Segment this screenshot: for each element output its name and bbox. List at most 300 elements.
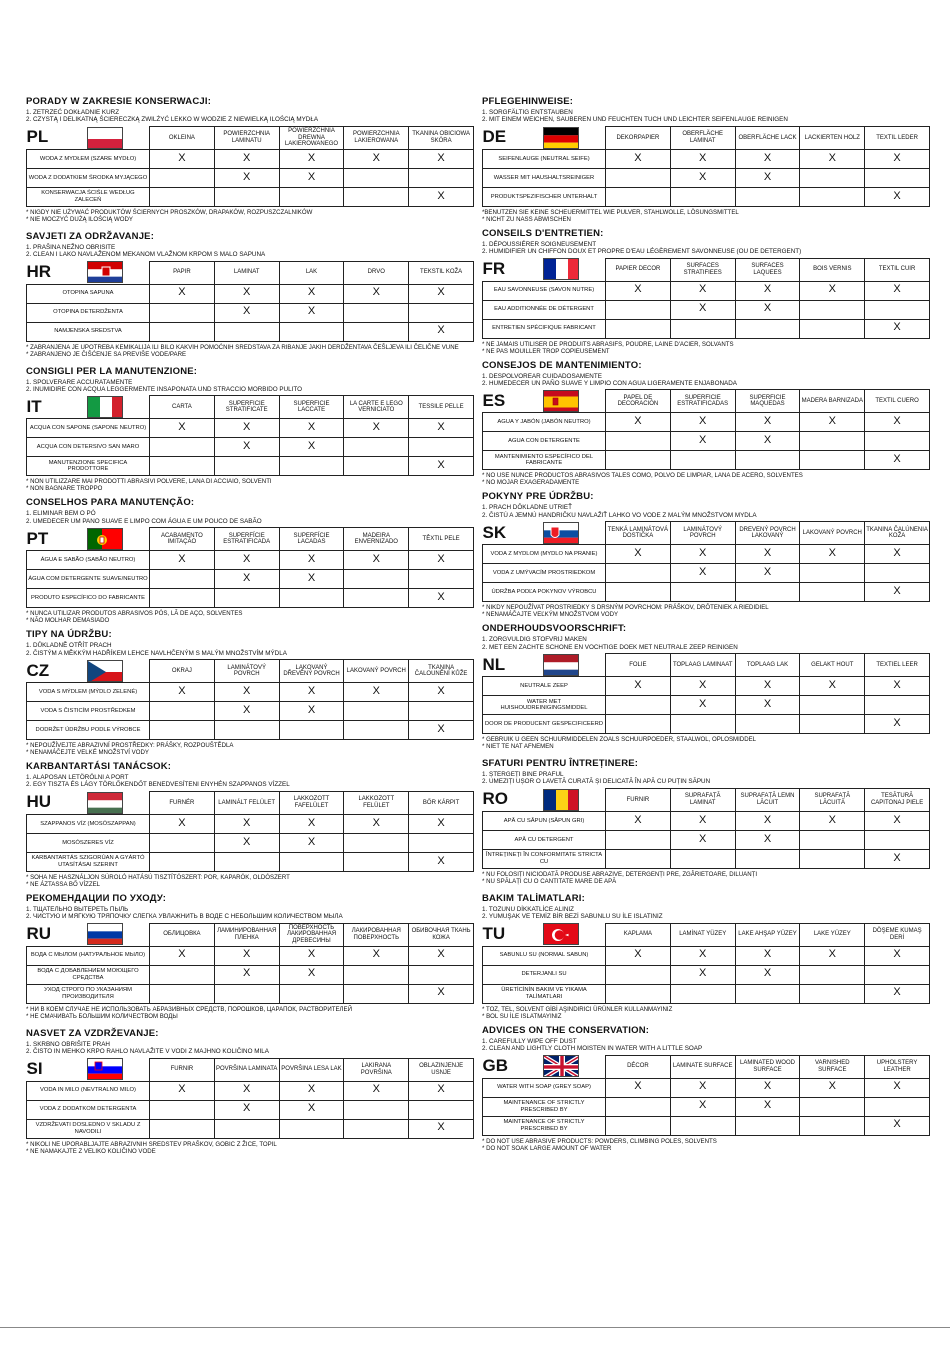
check-mark: X [243, 1102, 251, 1115]
mark-cell [279, 149, 344, 168]
table-header-row [483, 258, 930, 281]
column-header: TKANINA OBICIOWA SKÓRA [409, 126, 474, 149]
check-mark: X [634, 948, 642, 961]
mark-cell [344, 833, 409, 852]
check-mark: X [437, 553, 445, 565]
column-header: DRVO [344, 261, 409, 284]
mark-cell [800, 965, 865, 984]
instruction-line: 2. CLEAN I LAKO NAVLAŽENOM MEKANOM VLAŽNOM KRPOM S MALO SAPUNA [26, 251, 266, 259]
instructions [26, 379, 474, 394]
mark-cell [409, 438, 474, 457]
column-header: SUPRAFAȚĂ LĂCUITĂ [800, 788, 865, 811]
mark-cell [670, 1097, 735, 1116]
column-header: CARTA [150, 396, 215, 419]
mark-cell [735, 432, 800, 451]
table-row [27, 833, 474, 852]
check-mark: X [307, 948, 316, 961]
mark-cell [409, 852, 474, 871]
table-header-row [27, 660, 474, 683]
mark-cell [150, 168, 215, 187]
check-mark: X [307, 816, 316, 829]
mark-cell [865, 1078, 930, 1097]
mark-cell [344, 814, 409, 833]
note-line: * GEBRUIK U GEEN SCHUURMIDDELEN ZOALS SCHUURPOEDER, STAALWOL, OPLOSMIDDEL [482, 736, 757, 744]
table-row [27, 721, 474, 740]
country-code: FR [482, 259, 506, 279]
table-row [27, 322, 474, 341]
row-label: ВОДА С МЫЛОМ (НАТУРАЛЬНОЕ МЫЛО) [27, 946, 150, 965]
care-table [482, 521, 930, 602]
mark-cell [150, 852, 215, 871]
column-header: POVRŠINA LAMINATA [214, 1058, 279, 1081]
column-header: FURNÉR [150, 791, 215, 814]
care-section-sk [482, 491, 930, 618]
warning-notes [482, 1138, 930, 1152]
care-table [26, 659, 474, 740]
ru-flag-icon [87, 923, 123, 945]
mark-cell [865, 696, 930, 715]
column-header: LAKE AHŞAP YÜZEY [735, 923, 800, 946]
mark-cell [214, 438, 279, 457]
column-header: MADERA BARNIZADA [800, 390, 865, 413]
mark-cell [150, 457, 215, 476]
column-header: TEXTIL CUIR [865, 258, 930, 281]
country-code: DE [482, 127, 507, 147]
table-row [27, 457, 474, 476]
mark-cell [279, 551, 344, 570]
column-header: LAKOVANÝ POVRCH [800, 522, 865, 545]
country-code: HU [26, 792, 52, 812]
check-mark: X [243, 305, 251, 318]
mark-cell [800, 715, 865, 734]
country-cell [27, 923, 150, 946]
note-line: * NEPOUŽÍVEJTE ABRAZIVNÍ PROSTŘEDKY: PRÁŠKY, ROZPOUŠTĚDLA [26, 742, 234, 750]
care-section-gb [482, 1025, 930, 1152]
note-line: * NENAMÁČEJTE VELKÉ MNOŽSTVÍ VODY [26, 749, 149, 757]
mark-cell [150, 419, 215, 438]
note-line: *BENUTZEN SIE KEINE SCHEUERMITTEL WIE PULVER, STAHLWOLLE, LÖSUNGSMITTEL [482, 208, 739, 216]
column-header: LAKKOZOTT FAFELÜLET [279, 791, 344, 814]
mark-cell [279, 1081, 344, 1100]
note-line: * ZABRANJENO JE ČIŠĆENJE SA PREVIŠE VODE/PARE [26, 350, 187, 358]
mark-cell [606, 696, 671, 715]
mark-cell [214, 984, 279, 1003]
row-label: KARBANTARTÁS SZIGORÚAN A GYÁRTÓ UTASÍTÁSAI SZERINT [27, 852, 150, 871]
check-mark: X [437, 948, 445, 961]
check-mark: X [243, 151, 251, 164]
mark-cell [606, 849, 671, 868]
column-header: SUPERFÍCIE LACADAS [279, 528, 344, 551]
table-row [483, 413, 930, 432]
country-code: RO [482, 789, 508, 809]
check-mark: X [307, 151, 316, 164]
warning-notes [482, 209, 930, 223]
column-header: LAKKOZOTT FELÜLET [344, 791, 409, 814]
mark-cell [344, 303, 409, 322]
column-header: LAMINATE SURFACE [670, 1055, 735, 1078]
column-header: GELAKT HOUT [800, 654, 865, 677]
check-mark: X [178, 421, 186, 434]
warning-notes [26, 478, 474, 492]
mark-cell [409, 1100, 474, 1119]
country-cell [27, 1058, 150, 1081]
mark-cell [214, 1119, 279, 1138]
care-table [26, 1058, 474, 1139]
mark-cell [735, 168, 800, 187]
check-mark: X [178, 151, 186, 164]
table-row [27, 1119, 474, 1138]
table-header-row [483, 654, 930, 677]
mark-cell [606, 830, 671, 849]
mark-cell [214, 419, 279, 438]
mark-cell [409, 570, 474, 589]
mark-cell [735, 696, 800, 715]
check-mark: X [178, 553, 186, 565]
check-mark: X [634, 1080, 642, 1093]
check-mark: X [699, 948, 707, 961]
column-header: FOLIE [606, 654, 671, 677]
note-line: * NICHT ZU NASS ABWISCHEN [482, 215, 571, 223]
mark-cell [865, 849, 930, 868]
column-header: ЛАКИРОВАННАЯ ПОВЕРХНОСТЬ [344, 923, 409, 946]
table-row [27, 814, 474, 833]
mark-cell [735, 715, 800, 734]
check-mark: X [307, 305, 316, 318]
mark-cell [606, 281, 671, 300]
column-header: BŐR KÁRPIT [409, 791, 474, 814]
check-mark: X [307, 421, 316, 434]
table-row [27, 852, 474, 871]
check-mark: X [893, 189, 901, 202]
check-mark: X [243, 553, 251, 565]
mark-cell [670, 413, 735, 432]
check-mark: X [763, 547, 772, 559]
check-mark: X [372, 286, 380, 299]
mark-cell [606, 564, 671, 583]
tr-flag-icon [543, 923, 579, 945]
check-mark: X [437, 591, 445, 603]
table-header-row [483, 126, 930, 149]
country-code: PL [26, 127, 49, 147]
mark-cell [409, 187, 474, 206]
mark-cell [409, 946, 474, 965]
check-mark: X [763, 170, 772, 183]
table-row [483, 811, 930, 830]
mark-cell [279, 1119, 344, 1138]
mark-cell [344, 721, 409, 740]
column-header: PAPIER DECOR [606, 258, 671, 281]
mark-cell [150, 322, 215, 341]
section-title: ONDERHOUDSVOORSCHRIFT: [482, 623, 627, 635]
mark-cell [606, 715, 671, 734]
warning-notes [26, 344, 474, 358]
mark-cell [670, 965, 735, 984]
column-header: MADEIRA ENVERNIZADO [344, 528, 409, 551]
mark-cell [279, 187, 344, 206]
column-header: DREVENÝ POVRCH LAKOVANÝ [735, 522, 800, 545]
mark-cell [279, 284, 344, 303]
check-mark: X [828, 415, 836, 428]
column-header: FURNIR [606, 788, 671, 811]
column-header: ACABAMENTO IMITAÇÃO [150, 528, 215, 551]
mark-cell [409, 833, 474, 852]
mark-cell [800, 696, 865, 715]
check-mark: X [437, 151, 445, 164]
row-label: DODRŽET ÚDRŽBU PODLE VÝROBCE [27, 721, 150, 740]
instruction-line: 1. SPOLVERARE ACCURATAMENTE [26, 378, 133, 386]
instructions [26, 774, 474, 789]
mark-cell [606, 965, 671, 984]
row-label: KONSERWACJA ŚCIŚLE WEDŁUG ZALECEŃ [27, 187, 150, 206]
check-mark: X [243, 684, 251, 697]
instruction-line: 1. ELIMINAR BEM O PÓ [26, 510, 96, 518]
mark-cell [865, 319, 930, 338]
country-code: GB [482, 1056, 508, 1075]
check-mark: X [437, 421, 445, 434]
mark-cell [409, 168, 474, 187]
check-mark: X [763, 813, 772, 826]
column-header: SUPERFICIE LACCATE [279, 396, 344, 419]
mark-cell [735, 187, 800, 206]
check-mark: X [763, 283, 772, 296]
table-row [483, 1097, 930, 1116]
check-mark: X [893, 851, 901, 864]
mark-cell [800, 300, 865, 319]
column-header: LAMİNAT YÜZEY [670, 923, 735, 946]
row-label: APĂ CU DETERGENT [483, 830, 606, 849]
table-header-row [27, 923, 474, 946]
country-cell [27, 261, 150, 284]
country-cell [27, 126, 150, 149]
mark-cell [279, 852, 344, 871]
mark-cell [735, 1097, 800, 1116]
mark-cell [800, 432, 865, 451]
check-mark: X [699, 832, 707, 845]
warning-notes [26, 1141, 474, 1155]
mark-cell [150, 149, 215, 168]
row-label: VODA Z DODATKOM DETERGENTA [27, 1100, 150, 1119]
section-title: CONSIGLI PER LA MANUTENZIONE: [26, 365, 198, 377]
check-mark: X [893, 678, 901, 691]
check-mark: X [893, 415, 901, 428]
care-table [482, 126, 930, 207]
mark-cell [150, 303, 215, 322]
mark-cell [670, 984, 735, 1003]
check-mark: X [307, 835, 316, 848]
row-label: DETERJANLI SU [483, 965, 606, 984]
table-row [27, 702, 474, 721]
column-header: TENKÁ LAMINÁTOVÁ DOSTIČKA [606, 522, 671, 545]
mark-cell [865, 1097, 930, 1116]
mark-cell [800, 545, 865, 564]
row-label: ВОДА С ДОБАВЛЕНИЕМ МОЮЩЕГО СРЕДСТВА [27, 965, 150, 984]
mark-cell [800, 984, 865, 1003]
mark-cell [670, 677, 735, 696]
mark-cell [150, 1081, 215, 1100]
column-header: POWIERZCHNIA DREWNA LAKIEROWANEGO [279, 126, 344, 149]
mark-cell [279, 833, 344, 852]
check-mark: X [763, 415, 772, 428]
check-mark: X [243, 948, 251, 961]
column-header: LAMINAT [214, 261, 279, 284]
instruction-line: 2. MIT EINEM WEICHEN, SAUBEREN UND FEUCHTEN TUCH UND LEICHTER SEIFENLAUGE REINIGEN [482, 116, 788, 124]
mark-cell [150, 702, 215, 721]
country-code: SK [482, 522, 507, 542]
care-section-pt [26, 497, 474, 624]
mark-cell [606, 451, 671, 470]
check-mark: X [307, 572, 316, 584]
instructions [26, 244, 474, 259]
care-table [482, 788, 930, 869]
check-mark: X [243, 572, 251, 584]
country-code: PT [26, 528, 49, 548]
instruction-line: 2. HUMEDECER UN PAÑO SUAVE Y LIMPIO CON AGUA LIGERAMENTE ENJABONADA [482, 380, 737, 388]
check-mark: X [763, 678, 772, 691]
check-mark: X [699, 170, 707, 183]
mark-cell [344, 570, 409, 589]
column-header: UPHOLSTERY LEATHER [865, 1055, 930, 1078]
mark-cell [865, 564, 930, 583]
check-mark: X [828, 948, 836, 961]
mark-cell [150, 1119, 215, 1138]
mark-cell [150, 1100, 215, 1119]
mark-cell [150, 551, 215, 570]
table-row [27, 551, 474, 570]
hu-flag-icon [87, 792, 123, 814]
country-code: RU [26, 924, 52, 944]
table-row [483, 830, 930, 849]
check-mark: X [307, 440, 316, 453]
table-row [483, 319, 930, 338]
instructions [26, 510, 474, 525]
mark-cell [344, 438, 409, 457]
mark-cell [800, 413, 865, 432]
instruction-line: 1. ZORGVULDIG STOFVRIJ MAKEN [482, 636, 587, 644]
row-label: AGUA CON DETERGENTE [483, 432, 606, 451]
check-mark: X [893, 948, 901, 961]
row-label: PRODUKTSPEZIFISCHER UNTERHALT [483, 187, 606, 206]
fr-flag-icon [543, 258, 579, 280]
row-label: ÜRETİCİNİN BAKIM VE YIKAMA TALİMATLARI [483, 984, 606, 1003]
row-label: EAU SAVONNEUSE (SAVON NUTRE) [483, 281, 606, 300]
column-header: DÉCOR [606, 1055, 671, 1078]
care-section-hu [26, 761, 474, 888]
mark-cell [279, 570, 344, 589]
check-mark: X [699, 1099, 707, 1112]
check-mark: X [828, 813, 836, 826]
instruction-line: 2. UMEDECER UM PANO SUAVE E LIMPO COM ÁGUA E UM POUCO DE SABÃO [26, 517, 262, 525]
mark-cell [670, 830, 735, 849]
country-code: NL [482, 654, 506, 674]
check-mark: X [307, 286, 316, 299]
country-code: HR [26, 262, 52, 282]
care-table [482, 653, 930, 734]
note-line: * НИ В КОЕМ СЛУЧАЕ НЕ ИСПОЛЬЗОВАТЬ АБРАЗИВНЫХ СРЕДСТВ, ПОРОШКОВ, ЦАРАПОК, РАСТВОРИТЕЛЕЙ [26, 1005, 352, 1013]
mark-cell [214, 303, 279, 322]
table-row [483, 1116, 930, 1135]
table-row [483, 564, 930, 583]
mark-cell [865, 984, 930, 1003]
column-header: SUPERFICIE MAQUEDAS [735, 390, 800, 413]
mark-cell [150, 284, 215, 303]
instruction-line: 1. SKRBNO OBRIŠITE PRAH [26, 1040, 110, 1048]
check-mark: X [178, 684, 186, 697]
column-header: TOPLAAG LAMINAAT [670, 654, 735, 677]
check-mark: X [893, 453, 901, 466]
check-mark: X [243, 421, 251, 434]
check-mark: X [372, 816, 380, 829]
check-mark: X [634, 151, 642, 164]
row-label: VODA IN MILO (NEVTRALNO MILO) [27, 1081, 150, 1100]
nl-flag-icon [543, 654, 579, 676]
care-section-nl [482, 623, 930, 750]
section-title: CONSEILS D'ENTRETIEN: [482, 227, 604, 239]
mark-cell [735, 1078, 800, 1097]
column-header: FURNIR [150, 1058, 215, 1081]
mark-cell [606, 149, 671, 168]
column-header: OKRAJ [150, 660, 215, 683]
column-header: LAMINATED WOOD SURFACE [735, 1055, 800, 1078]
country-code: CZ [26, 660, 50, 680]
table-row [483, 149, 930, 168]
section-title: РЕКОМЕНДАЦИИ ПО УХОДУ: [26, 892, 167, 904]
instruction-line: 1. ТЩАТЕЛЬНО ВЫТЕРЕТЬ ПЫЛЬ [26, 905, 129, 913]
table-row [27, 589, 474, 608]
check-mark: X [243, 286, 251, 299]
care-section-cz [26, 629, 474, 756]
column-header: ОБИВОЧНАЯ ТКАНЬ КОЖА [409, 923, 474, 946]
check-mark: X [699, 547, 707, 559]
check-mark: X [437, 459, 445, 472]
mark-cell [344, 551, 409, 570]
mark-cell [670, 432, 735, 451]
column-header: TKANINA ČALOUNĚNÍ KŮŽE [409, 660, 474, 683]
mark-cell [735, 319, 800, 338]
mark-cell [800, 677, 865, 696]
check-mark: X [893, 1118, 901, 1131]
table-header-row [27, 528, 474, 551]
mark-cell [279, 168, 344, 187]
column-header: OBERFLÄCHE LAMINAT [670, 126, 735, 149]
column-header: POWIERZCHNIA LAMINATU [214, 126, 279, 149]
mark-cell [344, 149, 409, 168]
country-cell [483, 126, 606, 149]
row-label: OTOPINA DETERDŽENTA [27, 303, 150, 322]
mark-cell [344, 457, 409, 476]
row-label: SZAPPANOS VÍZ (MOSÓSZAPPAN) [27, 814, 150, 833]
row-label: VODA S ČISTICÍM PROSTŘEDKEM [27, 702, 150, 721]
mark-cell [735, 677, 800, 696]
check-mark: X [437, 324, 445, 337]
note-line: * NU SPĂLAȚI CU O CANTITATE MARE DE APĂ [482, 877, 617, 885]
mark-cell [606, 187, 671, 206]
table-header-row [483, 522, 930, 545]
row-label: ACQUA CON SAPONE (SAPONE NEUTRO) [27, 419, 150, 438]
note-line: * NO USE NUNCE PRODUCTOS ABRASIVOS TALES COMO, POLVO DE LIMPIAR, LANA DE ACERO, SOLVENTES [482, 472, 803, 480]
mark-cell [344, 683, 409, 702]
row-label: OTOPINA SAPUNA [27, 284, 150, 303]
pt-flag-icon [87, 528, 123, 550]
country-cell [483, 788, 606, 811]
mark-cell [735, 1116, 800, 1135]
mark-cell [214, 187, 279, 206]
row-label: VZDRŽEVATI DOSLEDNO V SKLADU Z NAVODILI [27, 1119, 150, 1138]
check-mark: X [893, 813, 901, 826]
mark-cell [865, 811, 930, 830]
instruction-line: 2. YUMUŞAK VE TEMİZ BİR BEZİ SABUNLU SU İLE ISLATINIZ [482, 913, 663, 921]
check-mark: X [828, 547, 836, 559]
mark-cell [344, 589, 409, 608]
